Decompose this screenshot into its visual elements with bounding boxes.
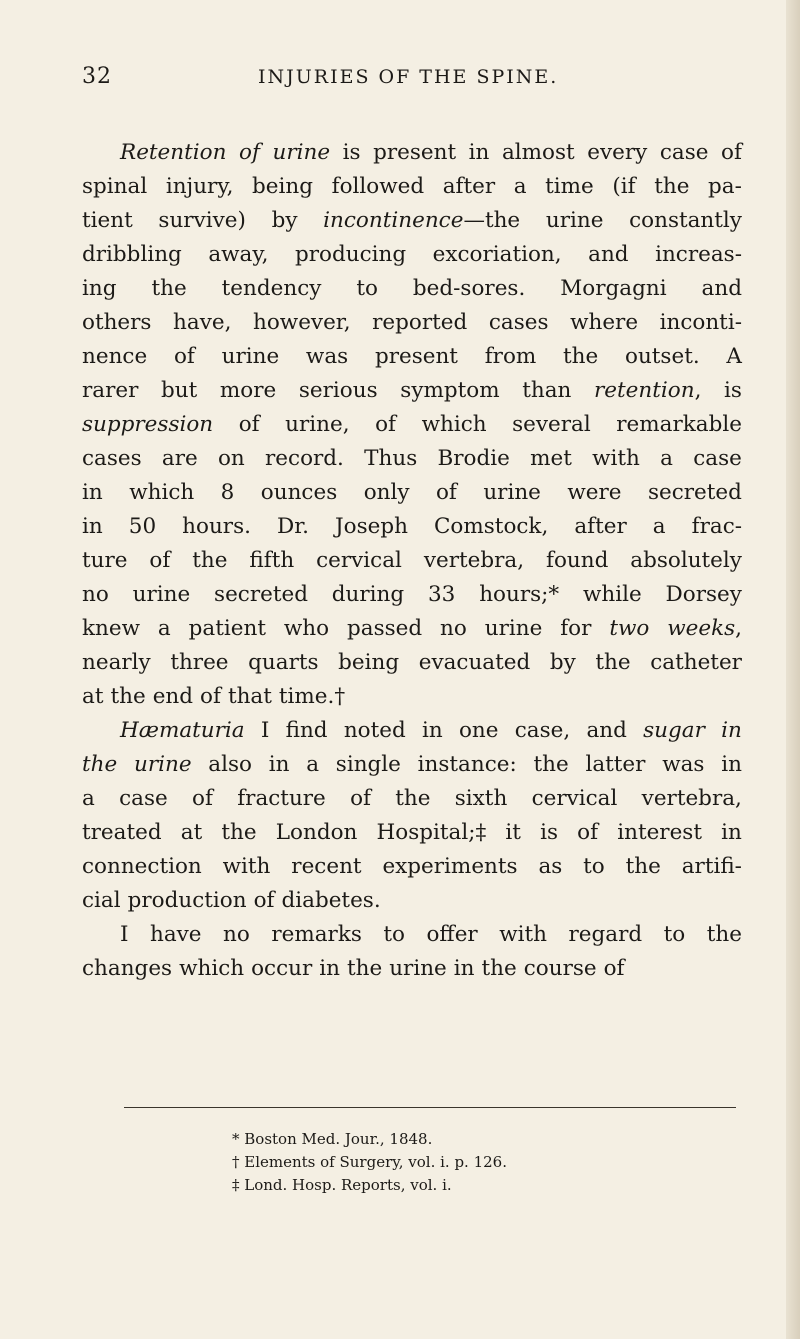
page-number: 32 [82,64,112,89]
footnote-rule [124,1107,736,1108]
body-text [82,136,742,986]
text-line: dribbling away, producing excoriation, and increas- [82,242,742,267]
footnote-3: ‡ Lond. Hosp. Reports, vol. i. [232,1176,452,1194]
text-line: ing the tendency to bed-sores. Morgagni and [82,276,742,301]
text-line: treated at the London Hospital;‡ it is of interest in [82,820,742,845]
text-line: knew a patient who passed no urine for two weeks, [82,616,742,641]
footnotes [232,1128,507,1197]
text-line: cases are on record. Thus Brodie met with a case [82,446,742,471]
footnote-2: † Elements of Surgery, vol. i. p. 126. [232,1153,507,1171]
text-line: Hæmaturia I find noted in one case, and sugar in [120,718,742,743]
text-line: cial production of diabetes. [82,888,381,913]
text-line: connection with recent experiments as to the artifi- [82,854,742,879]
text-line: ture of the fifth cervical vertebra, found absolutely [82,548,742,573]
text-line: nearly three quarts being evacuated by the catheter [82,650,742,675]
page-header [0,64,800,94]
running-head: INJURIES OF THE SPINE. [258,66,559,88]
text-line: in which 8 ounces only of urine were secreted [82,480,742,505]
text-line: in 50 hours. Dr. Joseph Comstock, after a frac- [82,514,742,539]
text-line: suppression of urine, of which several remarkable [82,412,742,437]
text-line: Retention of urine is present in almost every case of [120,140,742,165]
text-line: nence of urine was present from the outset. A [82,344,742,369]
text-line: I have no remarks to offer with regard to the [120,922,742,947]
text-line: changes which occur in the urine in the course of [82,956,625,981]
text-line: spinal injury, being followed after a time (if the pa- [82,174,742,199]
text-line: no urine secreted during 33 hours;* while Dorsey [82,582,742,607]
page-edge [786,0,800,1339]
text-line: the urine also in a single instance: the latter was in [82,752,742,777]
footnote-1: * Boston Med. Jour., 1848. [232,1130,433,1148]
text-line: a case of fracture of the sixth cervical vertebra, [82,786,742,811]
text-line: at the end of that time.† [82,684,346,709]
text-line: tient survive) by incontinence—the urine constantly [82,208,742,233]
text-line: rarer but more serious symptom than retention, is [82,378,742,403]
text-line: others have, however, reported cases where inconti- [82,310,742,335]
